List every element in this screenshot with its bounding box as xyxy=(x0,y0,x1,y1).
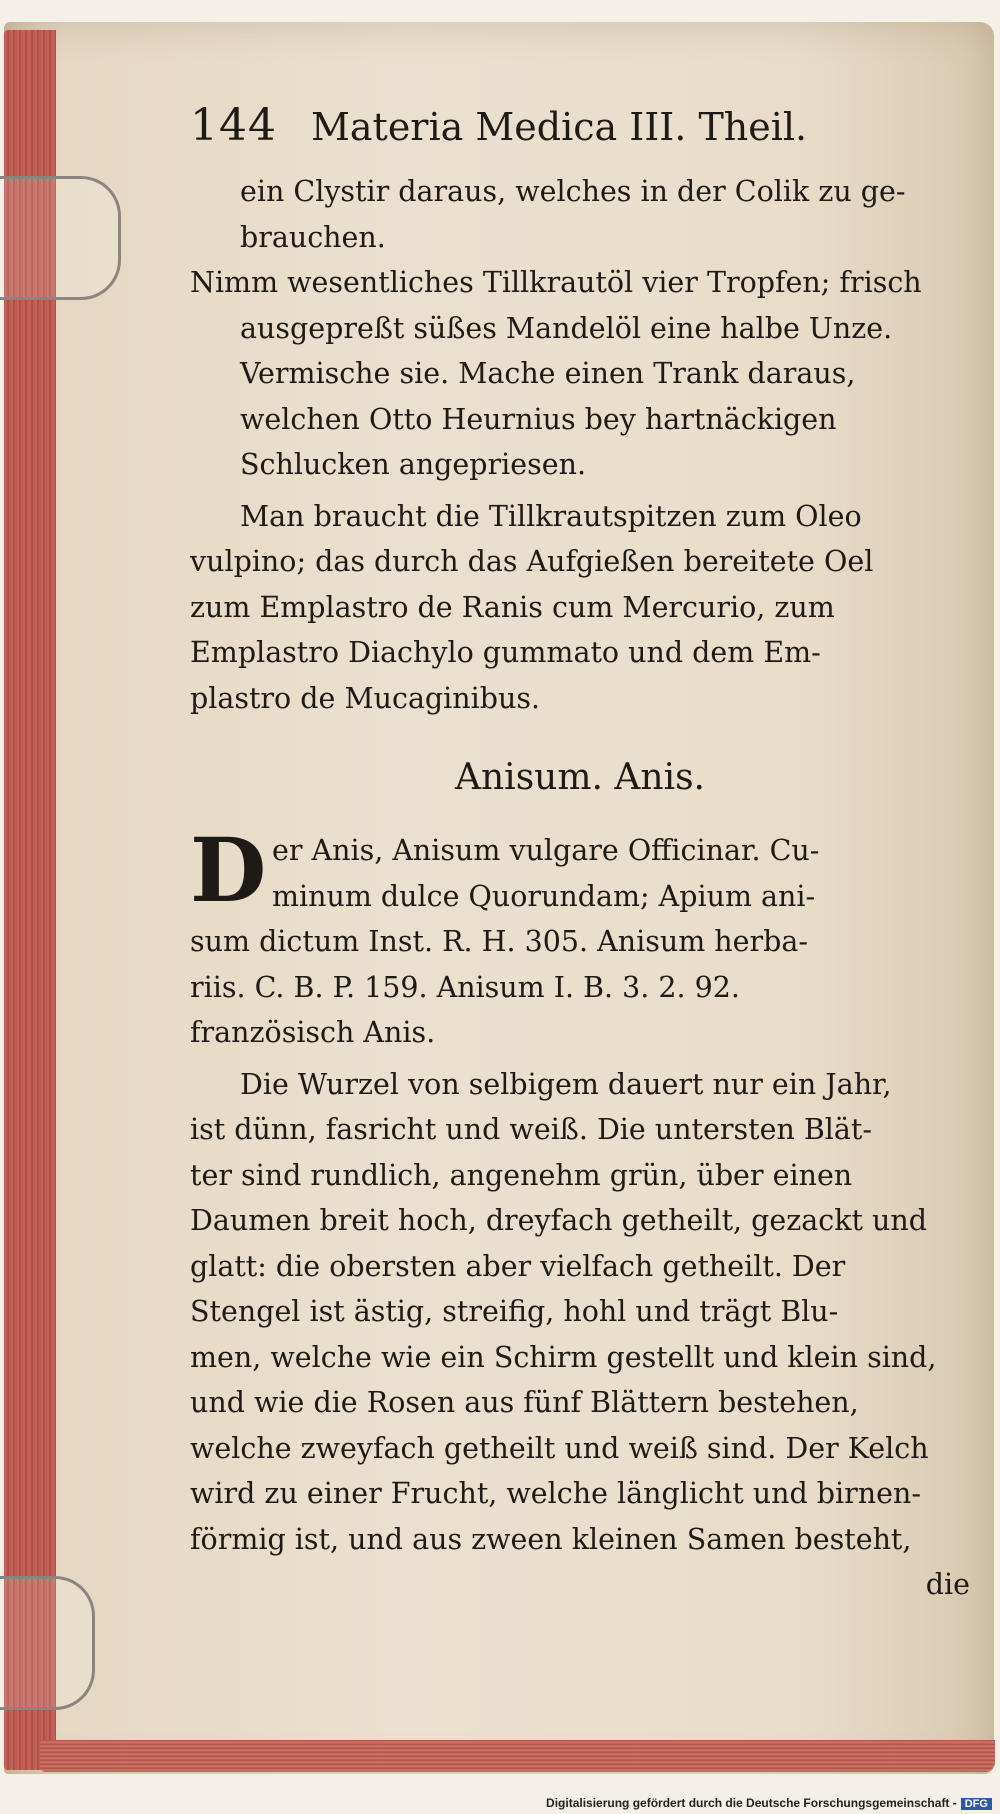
text-line: glatt: die obersten aber vielfach getheilt. Der xyxy=(190,1249,846,1283)
text-line: ausgepreßt süßes Mandelöl eine halbe Unze. xyxy=(240,311,893,345)
text-line: Emplastro Diachylo gummato und dem Em- xyxy=(190,636,821,669)
text-line: er Anis, Anisum vulgare Officinar. Cu- xyxy=(272,834,820,867)
credit-text: Digitalisierung gefördert durch die Deutsche Forschungsgemeinschaft - xyxy=(546,1796,957,1810)
page-number: 144 xyxy=(190,100,277,151)
page-edge-bottom xyxy=(40,1740,995,1772)
text-line: Nimm wesentliches Tillkrautöl vier Tropfen; frisch xyxy=(190,266,922,299)
text-line: Stengel ist ästig, streifig, hohl und trägt Blu- xyxy=(190,1295,839,1328)
drop-cap: D xyxy=(190,818,267,922)
paragraph-3 xyxy=(190,494,970,722)
paragraph-2 xyxy=(190,260,970,488)
text-line: plastro de Mucaginibus. xyxy=(190,681,541,715)
text-line: men, welche wie ein Schirm gestellt und klein sind, xyxy=(190,1340,937,1374)
page-clip-bottom xyxy=(0,1576,95,1710)
catchword: die xyxy=(925,1568,970,1601)
page-header xyxy=(190,100,970,151)
text-line: Die Wurzel von selbigem dauert nur ein Jahr, xyxy=(240,1067,892,1101)
text-line: zum Emplastro de Ranis cum Mercurio, zum xyxy=(190,590,835,624)
text-line: minum dulce Quorundam; Apium ani- xyxy=(272,879,816,913)
page-clip-top xyxy=(0,176,121,300)
text-line: förmig ist, und aus zween kleinen Samen besteht, xyxy=(190,1522,912,1556)
text-line: Daumen breit hoch, dreyfach getheilt, gezackt und xyxy=(190,1204,927,1237)
text-line: welche zweyfach getheilt und weiß sind. Der Kelch xyxy=(190,1431,929,1465)
paragraph-5 xyxy=(190,1062,970,1608)
text-line: Man braucht die Tillkrautspitzen zum Oleo xyxy=(240,499,862,533)
dfg-logo: DFG xyxy=(961,1798,992,1810)
page-text xyxy=(190,100,970,1608)
paragraph-4 xyxy=(190,818,970,1056)
text-line: französisch Anis. xyxy=(190,1016,436,1049)
text-line: Schlucken angepriesen. xyxy=(240,448,587,481)
digitization-credit xyxy=(546,1796,992,1810)
text-line: wird zu einer Frucht, welche länglicht und birnen- xyxy=(190,1477,921,1510)
running-head: Materia Medica III. Theil. xyxy=(310,105,808,149)
text-line: und wie die Rosen aus fünf Blättern bestehen, xyxy=(190,1386,859,1419)
text-line: riis. C. B. P. 159. Anisum I. B. 3. 2. 92. xyxy=(190,970,740,1004)
text-line: ter sind rundlich, angenehm grün, über einen xyxy=(190,1158,853,1192)
section-title: Anisum. Anis. xyxy=(455,757,705,798)
paragraph-1 xyxy=(190,169,970,260)
text-line: sum dictum Inst. R. H. 305. Anisum herba- xyxy=(190,925,808,958)
text-line: Vermische sie. Mache einen Trank daraus, xyxy=(240,357,856,390)
text-line: brauchen. xyxy=(240,220,386,254)
text-line: ist dünn, fasricht und weiß. Die untersten Blät- xyxy=(190,1113,872,1146)
text-line: vulpino; das durch das Aufgießen bereitete Oel xyxy=(190,545,874,578)
text-line: welchen Otto Heurnius bey hartnäckigen xyxy=(240,402,837,436)
text-line: ein Clystir daraus, welches in der Colik zu ge- xyxy=(240,175,906,208)
